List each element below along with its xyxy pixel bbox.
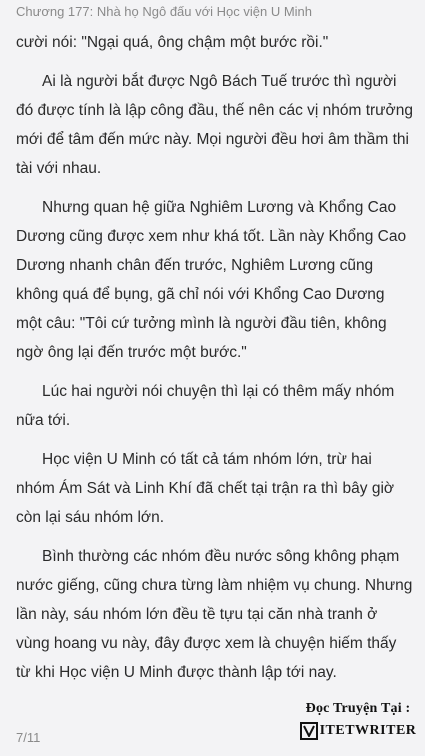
- paragraph: cười nói: "Ngại quá, ông chậm một bước rồi.": [16, 34, 329, 51]
- reading-content: [16, 28, 414, 697]
- v-logo-icon: [300, 722, 318, 740]
- watermark-caption: Đọc Truyện Tại :: [305, 701, 411, 716]
- paragraph: Bình thường các nhóm đều nước sông không phạm nước giếng, cũng chưa từng làm nhiệm vụ chung. Nhưng lần này, sáu nhóm lớn đều tề tựu tại căn nhà tranh ở vùng hoang vu này, đây được xem là chuyện hiếm thấy từ khi Học viện U Minh được thành lập tới nay.: [16, 548, 413, 681]
- watermark-logo: [296, 722, 420, 740]
- paragraph: Ai là người bắt được Ngô Bách Tuế trước thì người đó được tính là lập công đầu, thế nên các vị nhóm trưởng mới để tâm đến mức này. Mọi người đều hơi âm thầm thi tài với nhau.: [16, 73, 413, 177]
- watermark: [296, 700, 420, 740]
- paragraph: Lúc hai người nói chuyện thì lại có thêm mấy nhóm nữa tới.: [16, 383, 395, 429]
- paragraph: Nhưng quan hệ giữa Nghiêm Lương và Khổng Cao Dương cũng được xem như khá tốt. Lần này Khổng Cao Dương nhanh chân đến trước, Nghiêm Lương cũng không quá để bụng, gã chỉ nói với Khổng Cao Dương một câu: "Tôi cứ tưởng mình là người đầu tiên, không ngờ ông lại đến trước một bước.": [16, 199, 407, 361]
- page-indicator: 7/11: [16, 730, 41, 745]
- paragraph: Học viện U Minh có tất cả tám nhóm lớn, trừ hai nhóm Ám Sát và Linh Khí đã chết tại trận ra thì bây giờ còn lại sáu nhóm lớn.: [16, 451, 395, 526]
- watermark-brand: ITETWRITER: [319, 723, 417, 738]
- chapter-title: Chương 177: Nhà họ Ngô đấu với Học viện U Minh: [16, 4, 313, 19]
